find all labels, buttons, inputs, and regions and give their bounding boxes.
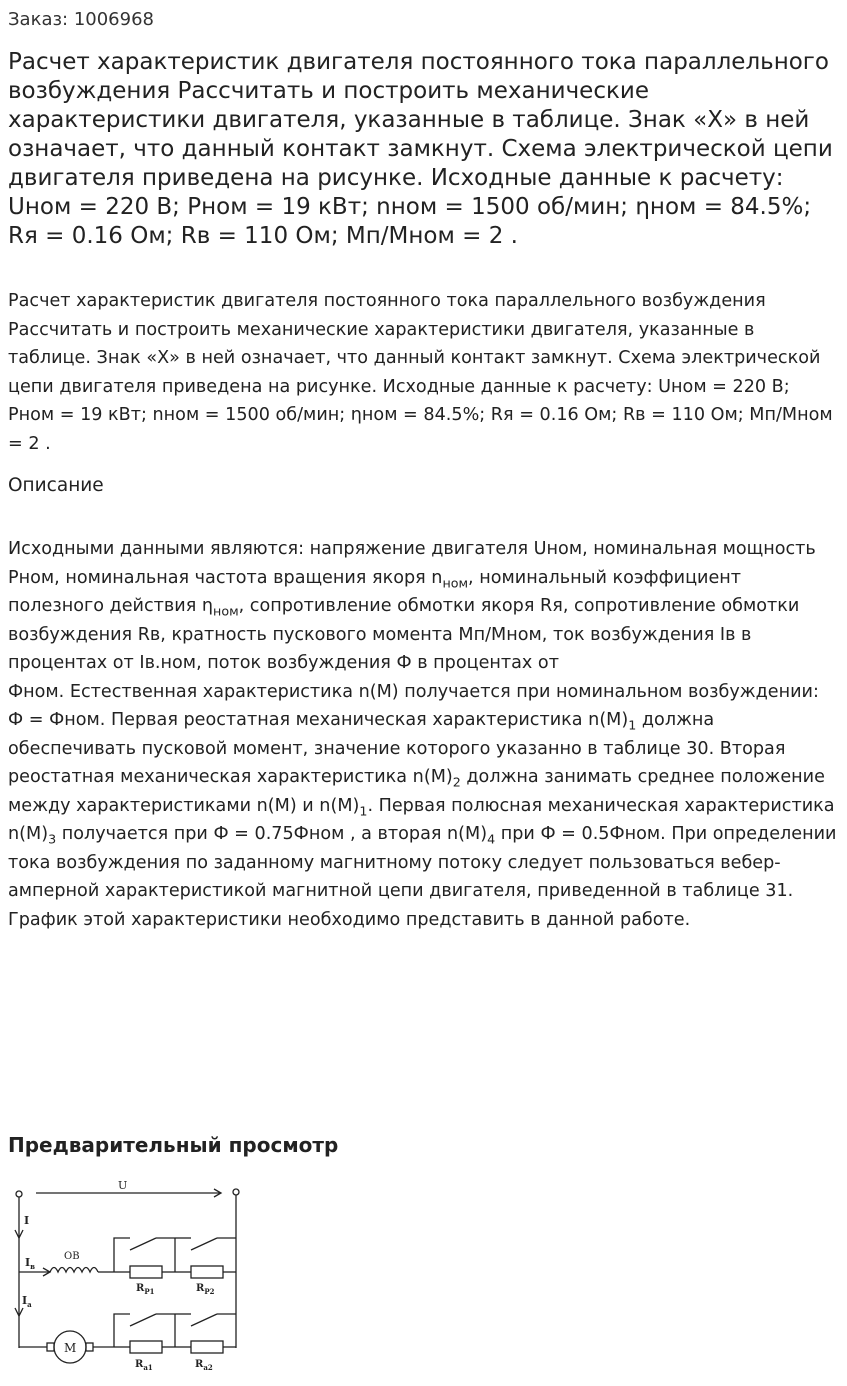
terminal-right (233, 1189, 239, 1195)
description-heading: Описание (8, 475, 104, 496)
desc-sub: ном (442, 574, 469, 590)
label-u: U (118, 1179, 128, 1192)
desc-seg: , сопротивление обмотки якоря Rя, сопротивление обмотки возбуждения Rв, кратность пускового момента Мп/Мном, ток возбуждения Iв в процентах от Iв.ном, поток возбуждения Ф в процентах от (8, 596, 800, 673)
resistor-a1 (130, 1341, 162, 1353)
desc-seg: получается при Ф = 0.75Фном , а вторая n(M) (56, 824, 488, 844)
label-ia: $I_a$ (22, 1294, 32, 1309)
label-i: I (24, 1214, 30, 1227)
description-text (8, 535, 838, 934)
resistor-p2 (191, 1266, 223, 1278)
label-iv: $I_в$ (25, 1256, 36, 1271)
label-rp2: $R_{P2}$ (196, 1283, 215, 1296)
desc-seg: Фном. Естественная характеристика n(M) получается при номинальном возбуждении: Ф = Фном. Первая реостатная механическая характеристика n(M) (8, 681, 819, 730)
order-number: Заказ: 1006968 (8, 9, 154, 30)
intro-text: Расчет характеристик двигателя постоянного тока параллельного возбуждения Рассчитать и построить механические характеристики двигателя, указанные в таблице. Знак «Х» в ней означает, что данный контакт замкнут. Схема электрической цепи двигателя приведена на рисунке. Исходные данные к расчету: Uном = 220 В; Рном = 19 кВт; nном = 1500 об/мин; ηном = 84.5%; Rя = 0.16 Ом; Rв = 110 Ом; Мп/Мном = 2 . (8, 291, 833, 454)
desc-sub: ном (213, 603, 239, 619)
desc-seg: . Первая полюсная механическая характеристика n(M) (8, 795, 835, 844)
switch-p1-blade (130, 1238, 156, 1250)
switch-a2-blade (191, 1314, 217, 1326)
field-winding (50, 1268, 98, 1273)
resistor-p1 (130, 1266, 162, 1278)
switch-p1-frame (114, 1238, 130, 1272)
label-ra2: $R_{a2}$ (195, 1359, 213, 1372)
desc-sub: 2 (452, 774, 461, 790)
desc-sub: 3 (48, 831, 57, 847)
switch-a1-blade (130, 1314, 156, 1326)
desc-sub: 1 (359, 802, 368, 818)
desc-seg: при Ф = 0.5Фном. При определении тока возбуждения по заданному магнитному потоку следует пользоваться вебер-амперной характеристикой магнитной цепи двигателя, приведенной в таблице 31. График этой характеристики необходимо представить в данной работе. (8, 824, 837, 930)
desc-seg: должна обеспечивать пусковой момент, значение которого указанно в таблице 30. Вторая реостатная механическая характеристика n(M) (8, 710, 786, 787)
circuit-diagram (10, 1176, 246, 1376)
resistor-a2 (191, 1341, 223, 1353)
preview-heading: Предварительный просмотр (8, 1133, 339, 1157)
label-ov: ОВ (64, 1251, 80, 1262)
label-rp1: $R_{P1}$ (136, 1283, 155, 1296)
brush-left (47, 1343, 54, 1351)
terminal-left (16, 1191, 22, 1197)
desc-seg: , номинальный коэффициент полезного действия η (8, 567, 742, 616)
desc-sub: 1 (628, 717, 637, 733)
switch-p2-blade (191, 1238, 217, 1250)
desc-sub: 4 (487, 831, 496, 847)
desc-seg: должна занимать среднее положение между характеристиками n(M) и n(M) (8, 767, 825, 816)
switch-a1-frame (114, 1314, 130, 1347)
label-ra1: $R_{a1}$ (135, 1359, 153, 1372)
page-title: Расчет характеристик двигателя постоянного тока параллельного возбуждения Рассчитать и построить механические характеристики двигателя, указанные в таблице. Знак «Х» в ней означает, что данный контакт замкнут. Схема электрической цепи двигателя приведена на рисунке. Исходные данные к расчету: Uном = 220 В; Рном = 19 кВт; nном = 1500 об/мин; ηном = 84.5%; Rя = 0.16 Ом; Rв = 110 Ом; Мп/Мном = 2 . (8, 49, 833, 249)
brush-right (86, 1343, 93, 1351)
desc-seg: Исходными данными являются: напряжение двигателя Uном, номинальная мощность Рном, номинальная частота вращения якоря n (8, 539, 816, 588)
label-motor: M (64, 1341, 77, 1355)
